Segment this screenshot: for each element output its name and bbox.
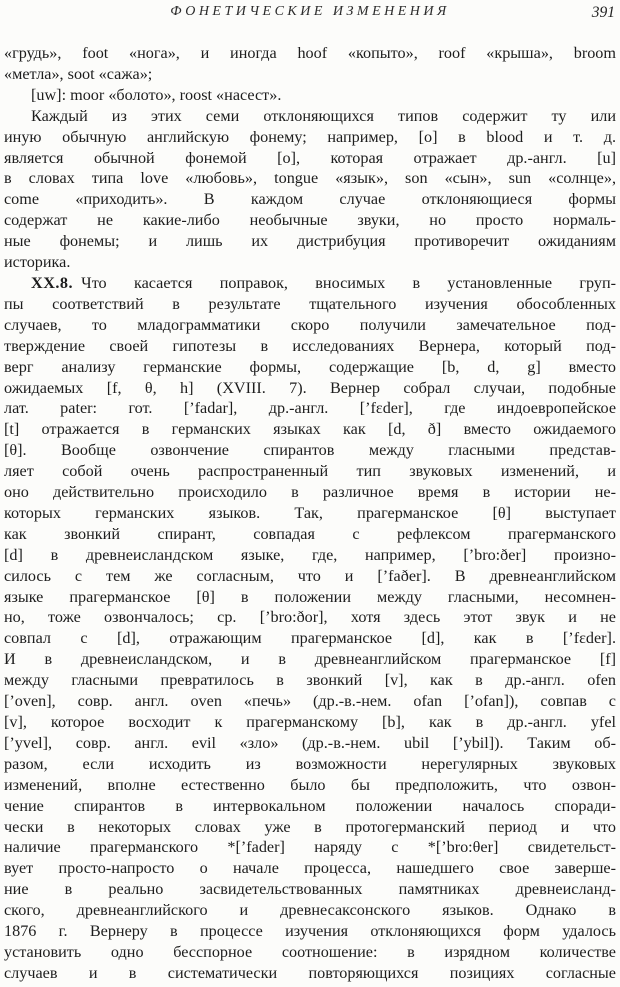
text-line: между гласными превратилось в звонкий [v], как в др.-англ. ofen [4, 671, 616, 690]
text-line: но, тоже озвончалось; ср. [’bro:ðor], хотя здесь этот звук и не [4, 608, 616, 627]
text-line: [v], которое восходит к прагерманскому [b], как в др.-англ. yfel [4, 713, 616, 731]
text-line: ные фонемы; и лишь их дистрибуция противоречит ожиданиям [4, 232, 616, 251]
text-line: историка. [4, 253, 71, 272]
text-line: ляет собой очень распространенный тип звуковых изменений, и [4, 462, 616, 481]
text-line: [t] отражается в германских языках как [d, ð] вместо ожидаемого [4, 420, 616, 439]
text-line: изменений, вполне естественно было бы предположить, что озвон- [4, 775, 616, 794]
section-number: XX.8. [31, 273, 74, 292]
text-line: ского, древнеанглийского и древнесаксонского языков. Однако в [4, 901, 616, 920]
text-line: является обычной фонемой [o], которая отражает др.-англ. [u] [4, 148, 616, 167]
text-line: установить одно бесспорное соотношение: в изрядном количестве [4, 942, 616, 961]
text-line: [’oven], совр. англ. oven «печь» (др.-в.-нем. ofan [’ofan]), совпав с [4, 692, 616, 711]
text-line: верг анализу германские формы, содержащие [b, d, g] вместо [4, 357, 616, 376]
text-line: [uw]: moor «болото», roost «насест». [31, 85, 282, 104]
text-line: [’yvel], совр. англ. evil «зло» (др.-в.-нем. ubil [’ybil]). Таким об- [4, 733, 616, 752]
text-line: тверждение своей гипотезы в исследованиях Вернера, который под- [4, 336, 616, 355]
page-number: 391 [591, 4, 615, 21]
text-line: совпал с [d], отражающим прагерманское [d], как в [’fɛder]. [4, 629, 616, 648]
text-line: случаев, то младограмматики скоро получили замечательное под- [4, 315, 616, 334]
text-line: пы соответствий в результате тщательного изучения обособленных [4, 294, 616, 313]
text-line: [θ]. Вообще озвончение спирантов между гласными представ- [4, 441, 616, 460]
text-line: которых германских языков. Так, прагерманское [θ] выступает [4, 503, 616, 522]
text-line: «метла», soot «сажа»; [4, 64, 153, 83]
running-head [0, 4, 620, 26]
text-line: содержат не какие-либо необычные звуки, но просто нормаль- [4, 211, 616, 230]
text-line: ожидаемых [f, θ, h] (XVIII. 7). Вернер собрал случаи, подобные [4, 378, 616, 397]
text-line: силось с тем же согласным, что и [’faðer]. В древнеанглийском [4, 566, 616, 585]
text-line: лат. pater: гот. [’fadar], др.-англ. [’fɛder], где индоевропейское [4, 399, 616, 418]
text-line: разом, если исходить из возможности нерегулярных звуковых [4, 754, 616, 773]
text-line: наличие прагерманского *[’fader] наряду с *[’bro:θer] свидетельст- [4, 838, 616, 857]
text-line: случаев и в систематически повторяющихся позициях согласные [4, 963, 616, 982]
text-line: чески в некоторых словах уже в протогерманский период и что [4, 817, 616, 836]
text-line: [d] в древнеисландском языке, где, например, [’bro:ðer] произно- [4, 545, 616, 564]
text-line: И в древнеисландском, и в древнеанглийском прагерманское [f] [4, 650, 616, 669]
running-title: ФОНЕТИЧЕСКИЕ ИЗМЕНЕНИЯ [170, 4, 450, 19]
text-line: come «приходить». В каждом случае отклоняющиеся формы [4, 190, 616, 209]
text-line: языке прагерманское [θ] в положении между гласными, несомнен- [4, 587, 616, 606]
text-line: чение спирантов в интервокальном положении началось споради- [4, 796, 616, 815]
text-line: в словах типа love «любовь», tongue «язык», son «сын», sun «солнце», [4, 169, 616, 188]
text-line: вует просто-напросто о начале процесса, нашедшего свое заверше- [4, 859, 616, 878]
text-line: ние в реально засвидетельствованных памятниках древнеисланд- [4, 880, 616, 899]
text-line: как звонкий спирант, совпадая с рефлексом прагерманского [4, 524, 616, 543]
page-body [4, 43, 616, 984]
text-line: оно действительно происходило в различное время в истории не- [4, 483, 616, 502]
text-line: XX.8. Что касается поправок, вносимых в установленные груп- [31, 273, 616, 292]
text-line: 1876 г. Вернеру в процессе изучения отклоняющихся форм удалось [4, 922, 616, 941]
text-line: Каждый из этих семи отклоняющихся типов содержит ту или [31, 106, 616, 125]
text-line: иную обычную английскую фонему; например, [o] в blood и т. д. [4, 127, 616, 146]
text-line: «грудь», foot «нога», и иногда hoof «копыто», roof «крыша», broom [4, 44, 616, 62]
